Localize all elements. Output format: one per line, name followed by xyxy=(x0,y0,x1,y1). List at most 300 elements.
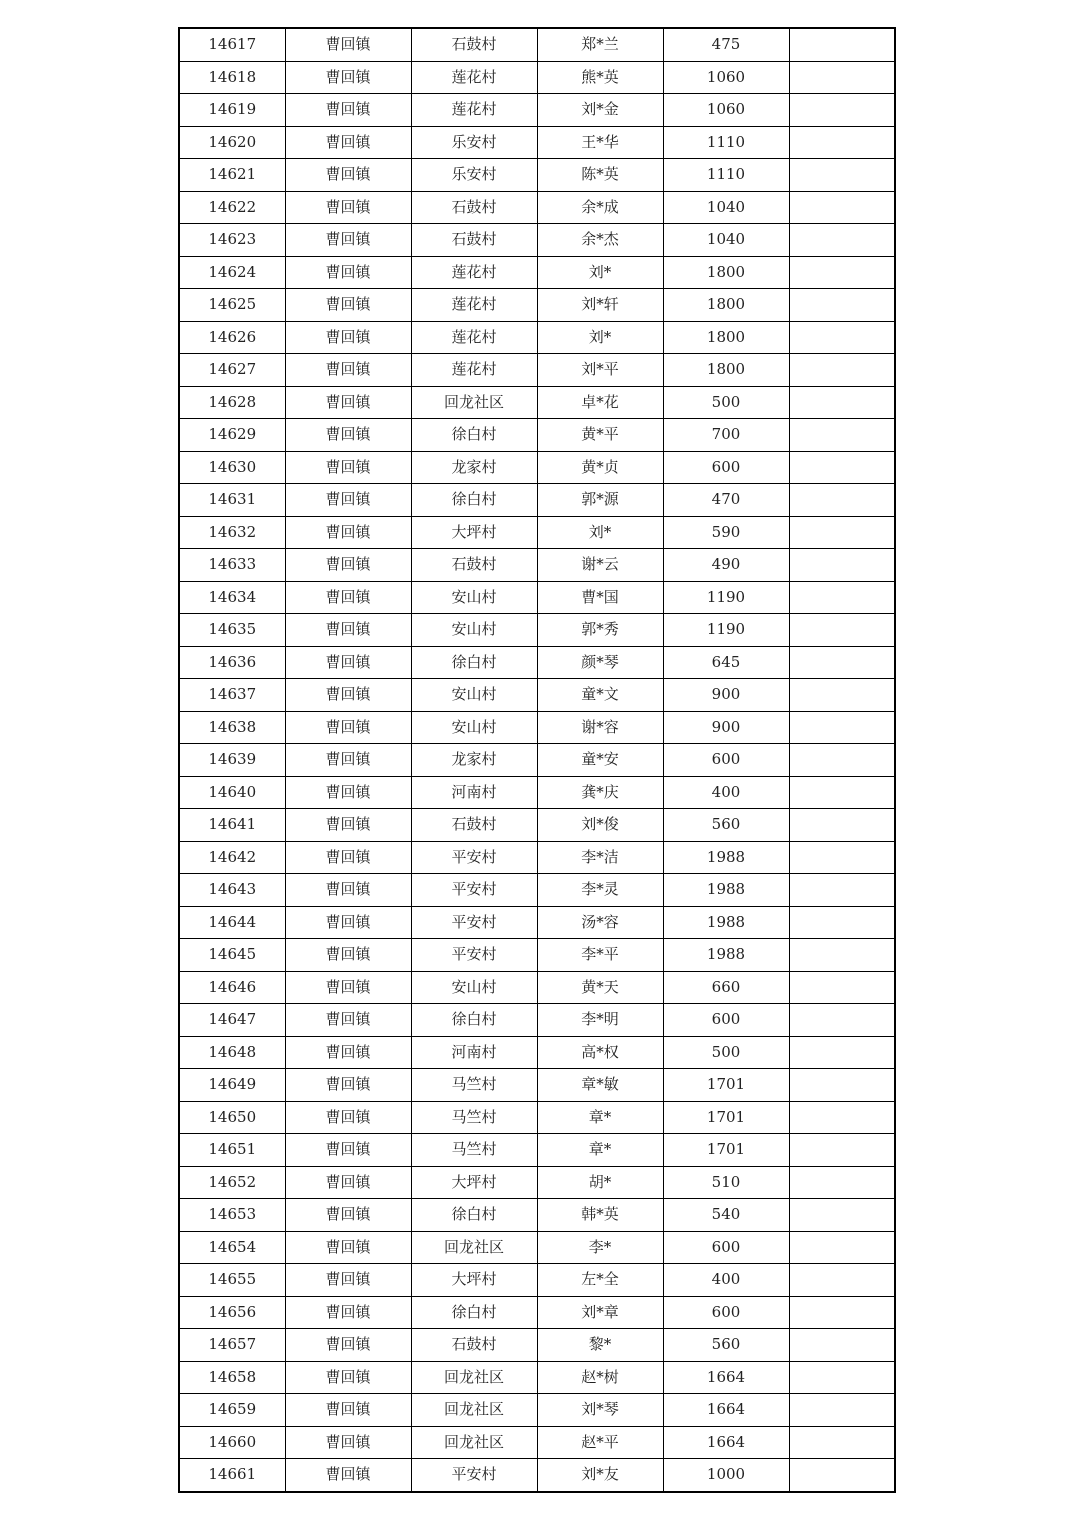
note-cell xyxy=(789,1101,895,1134)
town-cell: 曹回镇 xyxy=(285,1101,411,1134)
amount-cell: 1800 xyxy=(663,289,789,322)
village-cell: 平安村 xyxy=(411,939,537,972)
name-cell: 余*杰 xyxy=(537,224,663,257)
name-cell: 章* xyxy=(537,1101,663,1134)
note-cell xyxy=(789,906,895,939)
name-cell: 李*平 xyxy=(537,939,663,972)
town-cell: 曹回镇 xyxy=(285,1036,411,1069)
town-cell: 曹回镇 xyxy=(285,874,411,907)
table-row xyxy=(179,1231,895,1264)
record-id-cell: 14640 xyxy=(179,776,285,809)
table-row xyxy=(179,451,895,484)
town-cell: 曹回镇 xyxy=(285,1231,411,1264)
name-cell: 郭*秀 xyxy=(537,614,663,647)
village-cell: 马竺村 xyxy=(411,1134,537,1167)
name-cell: 熊*英 xyxy=(537,61,663,94)
name-cell: 刘*轩 xyxy=(537,289,663,322)
village-cell: 石鼓村 xyxy=(411,191,537,224)
table-row xyxy=(179,516,895,549)
note-cell xyxy=(789,971,895,1004)
record-id-cell: 14637 xyxy=(179,679,285,712)
amount-cell: 1110 xyxy=(663,159,789,192)
record-id-cell: 14649 xyxy=(179,1069,285,1102)
amount-cell: 500 xyxy=(663,1036,789,1069)
record-id-cell: 14635 xyxy=(179,614,285,647)
amount-cell: 1060 xyxy=(663,61,789,94)
amount-cell: 500 xyxy=(663,386,789,419)
town-cell: 曹回镇 xyxy=(285,711,411,744)
name-cell: 李* xyxy=(537,1231,663,1264)
town-cell: 曹回镇 xyxy=(285,61,411,94)
amount-cell: 560 xyxy=(663,809,789,842)
town-cell: 曹回镇 xyxy=(285,1329,411,1362)
village-cell: 平安村 xyxy=(411,906,537,939)
record-id-cell: 14622 xyxy=(179,191,285,224)
amount-cell: 590 xyxy=(663,516,789,549)
table-row xyxy=(179,874,895,907)
village-cell: 回龙社区 xyxy=(411,1231,537,1264)
amount-cell: 1988 xyxy=(663,939,789,972)
town-cell: 曹回镇 xyxy=(285,1296,411,1329)
amount-cell: 1664 xyxy=(663,1394,789,1427)
name-cell: 曹*国 xyxy=(537,581,663,614)
name-cell: 童*文 xyxy=(537,679,663,712)
table-row xyxy=(179,484,895,517)
amount-cell: 400 xyxy=(663,776,789,809)
record-id-cell: 14632 xyxy=(179,516,285,549)
town-cell: 曹回镇 xyxy=(285,354,411,387)
note-cell xyxy=(789,614,895,647)
village-cell: 回龙社区 xyxy=(411,1426,537,1459)
name-cell: 刘* xyxy=(537,516,663,549)
village-cell: 平安村 xyxy=(411,874,537,907)
name-cell: 童*安 xyxy=(537,744,663,777)
name-cell: 汤*容 xyxy=(537,906,663,939)
note-cell xyxy=(789,516,895,549)
record-id-cell: 14642 xyxy=(179,841,285,874)
village-cell: 徐白村 xyxy=(411,1199,537,1232)
town-cell: 曹回镇 xyxy=(285,451,411,484)
village-cell: 安山村 xyxy=(411,679,537,712)
note-cell xyxy=(789,61,895,94)
table-row xyxy=(179,289,895,322)
village-cell: 大坪村 xyxy=(411,1264,537,1297)
town-cell: 曹回镇 xyxy=(285,1426,411,1459)
record-id-cell: 14653 xyxy=(179,1199,285,1232)
record-id-cell: 14625 xyxy=(179,289,285,322)
village-cell: 回龙社区 xyxy=(411,386,537,419)
amount-cell: 1190 xyxy=(663,581,789,614)
record-id-cell: 14650 xyxy=(179,1101,285,1134)
amount-cell: 510 xyxy=(663,1166,789,1199)
village-cell: 马竺村 xyxy=(411,1069,537,1102)
name-cell: 高*权 xyxy=(537,1036,663,1069)
name-cell: 刘*友 xyxy=(537,1459,663,1492)
note-cell xyxy=(789,289,895,322)
table-row xyxy=(179,1069,895,1102)
town-cell: 曹回镇 xyxy=(285,1004,411,1037)
table-row xyxy=(179,256,895,289)
village-cell: 莲花村 xyxy=(411,94,537,127)
village-cell: 石鼓村 xyxy=(411,28,537,61)
name-cell: 章* xyxy=(537,1134,663,1167)
record-id-cell: 14634 xyxy=(179,581,285,614)
town-cell: 曹回镇 xyxy=(285,28,411,61)
village-cell: 石鼓村 xyxy=(411,224,537,257)
table-row xyxy=(179,1459,895,1492)
village-cell: 龙家村 xyxy=(411,451,537,484)
town-cell: 曹回镇 xyxy=(285,841,411,874)
village-cell: 石鼓村 xyxy=(411,809,537,842)
village-cell: 徐白村 xyxy=(411,419,537,452)
town-cell: 曹回镇 xyxy=(285,1166,411,1199)
village-cell: 河南村 xyxy=(411,1036,537,1069)
record-id-cell: 14620 xyxy=(179,126,285,159)
name-cell: 刘* xyxy=(537,321,663,354)
town-cell: 曹回镇 xyxy=(285,516,411,549)
village-cell: 回龙社区 xyxy=(411,1361,537,1394)
name-cell: 韩*英 xyxy=(537,1199,663,1232)
town-cell: 曹回镇 xyxy=(285,679,411,712)
amount-cell: 1988 xyxy=(663,841,789,874)
amount-cell: 645 xyxy=(663,646,789,679)
name-cell: 王*华 xyxy=(537,126,663,159)
note-cell xyxy=(789,874,895,907)
name-cell: 胡* xyxy=(537,1166,663,1199)
record-id-cell: 14655 xyxy=(179,1264,285,1297)
note-cell xyxy=(789,451,895,484)
town-cell: 曹回镇 xyxy=(285,744,411,777)
name-cell: 黎* xyxy=(537,1329,663,1362)
town-cell: 曹回镇 xyxy=(285,776,411,809)
note-cell xyxy=(789,1199,895,1232)
note-cell xyxy=(789,386,895,419)
record-id-cell: 14648 xyxy=(179,1036,285,1069)
amount-cell: 1190 xyxy=(663,614,789,647)
name-cell: 刘*琴 xyxy=(537,1394,663,1427)
village-cell: 回龙社区 xyxy=(411,1394,537,1427)
village-cell: 安山村 xyxy=(411,614,537,647)
record-id-cell: 14659 xyxy=(179,1394,285,1427)
amount-cell: 560 xyxy=(663,1329,789,1362)
note-cell xyxy=(789,256,895,289)
amount-cell: 400 xyxy=(663,1264,789,1297)
village-cell: 莲花村 xyxy=(411,289,537,322)
note-cell xyxy=(789,776,895,809)
record-id-cell: 14647 xyxy=(179,1004,285,1037)
note-cell xyxy=(789,1361,895,1394)
village-cell: 莲花村 xyxy=(411,354,537,387)
table-row xyxy=(179,126,895,159)
record-id-cell: 14645 xyxy=(179,939,285,972)
note-cell xyxy=(789,1004,895,1037)
note-cell xyxy=(789,1394,895,1427)
table-row xyxy=(179,809,895,842)
table-row xyxy=(179,1361,895,1394)
amount-cell: 600 xyxy=(663,1231,789,1264)
amount-cell: 600 xyxy=(663,1004,789,1037)
amount-cell: 1040 xyxy=(663,224,789,257)
note-cell xyxy=(789,191,895,224)
table-row xyxy=(179,1134,895,1167)
record-id-cell: 14658 xyxy=(179,1361,285,1394)
table-row xyxy=(179,419,895,452)
town-cell: 曹回镇 xyxy=(285,1264,411,1297)
amount-cell: 900 xyxy=(663,679,789,712)
village-cell: 莲花村 xyxy=(411,61,537,94)
name-cell: 李*灵 xyxy=(537,874,663,907)
name-cell: 颜*琴 xyxy=(537,646,663,679)
record-id-cell: 14657 xyxy=(179,1329,285,1362)
amount-cell: 490 xyxy=(663,549,789,582)
table-row xyxy=(179,711,895,744)
record-id-cell: 14617 xyxy=(179,28,285,61)
note-cell xyxy=(789,1036,895,1069)
town-cell: 曹回镇 xyxy=(285,809,411,842)
note-cell xyxy=(789,1426,895,1459)
table-row xyxy=(179,354,895,387)
name-cell: 卓*花 xyxy=(537,386,663,419)
table-row xyxy=(179,776,895,809)
record-id-cell: 14638 xyxy=(179,711,285,744)
record-id-cell: 14646 xyxy=(179,971,285,1004)
table-row xyxy=(179,1329,895,1362)
note-cell xyxy=(789,939,895,972)
town-cell: 曹回镇 xyxy=(285,126,411,159)
name-cell: 黄*平 xyxy=(537,419,663,452)
name-cell: 黄*贞 xyxy=(537,451,663,484)
village-cell: 石鼓村 xyxy=(411,1329,537,1362)
record-id-cell: 14624 xyxy=(179,256,285,289)
table-row xyxy=(179,549,895,582)
town-cell: 曹回镇 xyxy=(285,159,411,192)
town-cell: 曹回镇 xyxy=(285,906,411,939)
record-id-cell: 14644 xyxy=(179,906,285,939)
town-cell: 曹回镇 xyxy=(285,289,411,322)
table-row xyxy=(179,1036,895,1069)
amount-cell: 1701 xyxy=(663,1101,789,1134)
note-cell xyxy=(789,1329,895,1362)
amount-cell: 1060 xyxy=(663,94,789,127)
town-cell: 曹回镇 xyxy=(285,581,411,614)
village-cell: 乐安村 xyxy=(411,126,537,159)
village-cell: 徐白村 xyxy=(411,1004,537,1037)
record-id-cell: 14627 xyxy=(179,354,285,387)
amount-cell: 600 xyxy=(663,744,789,777)
amount-cell: 660 xyxy=(663,971,789,1004)
table-row xyxy=(179,1394,895,1427)
village-cell: 乐安村 xyxy=(411,159,537,192)
name-cell: 黄*天 xyxy=(537,971,663,1004)
record-id-cell: 14623 xyxy=(179,224,285,257)
town-cell: 曹回镇 xyxy=(285,1459,411,1492)
note-cell xyxy=(789,224,895,257)
village-cell: 徐白村 xyxy=(411,484,537,517)
note-cell xyxy=(789,321,895,354)
amount-cell: 1988 xyxy=(663,906,789,939)
name-cell: 谢*云 xyxy=(537,549,663,582)
name-cell: 左*全 xyxy=(537,1264,663,1297)
town-cell: 曹回镇 xyxy=(285,614,411,647)
note-cell xyxy=(789,841,895,874)
name-cell: 刘*章 xyxy=(537,1296,663,1329)
village-cell: 大坪村 xyxy=(411,1166,537,1199)
amount-cell: 1701 xyxy=(663,1134,789,1167)
name-cell: 章*敏 xyxy=(537,1069,663,1102)
name-cell: 赵*平 xyxy=(537,1426,663,1459)
table-row xyxy=(179,386,895,419)
note-cell xyxy=(789,809,895,842)
note-cell xyxy=(789,679,895,712)
note-cell xyxy=(789,1166,895,1199)
table-row xyxy=(179,581,895,614)
name-cell: 谢*容 xyxy=(537,711,663,744)
note-cell xyxy=(789,1264,895,1297)
note-cell xyxy=(789,354,895,387)
record-id-cell: 14656 xyxy=(179,1296,285,1329)
table-row xyxy=(179,28,895,61)
note-cell xyxy=(789,711,895,744)
record-id-cell: 14629 xyxy=(179,419,285,452)
town-cell: 曹回镇 xyxy=(285,646,411,679)
name-cell: 余*成 xyxy=(537,191,663,224)
amount-cell: 540 xyxy=(663,1199,789,1232)
records-table xyxy=(178,27,896,1493)
amount-cell: 1800 xyxy=(663,256,789,289)
record-id-cell: 14661 xyxy=(179,1459,285,1492)
town-cell: 曹回镇 xyxy=(285,1199,411,1232)
amount-cell: 1664 xyxy=(663,1426,789,1459)
note-cell xyxy=(789,126,895,159)
town-cell: 曹回镇 xyxy=(285,971,411,1004)
amount-cell: 470 xyxy=(663,484,789,517)
village-cell: 马竺村 xyxy=(411,1101,537,1134)
table-row xyxy=(179,321,895,354)
amount-cell: 1800 xyxy=(663,321,789,354)
village-cell: 大坪村 xyxy=(411,516,537,549)
record-id-cell: 14633 xyxy=(179,549,285,582)
table-row xyxy=(179,679,895,712)
village-cell: 安山村 xyxy=(411,971,537,1004)
amount-cell: 600 xyxy=(663,1296,789,1329)
record-id-cell: 14636 xyxy=(179,646,285,679)
town-cell: 曹回镇 xyxy=(285,1069,411,1102)
amount-cell: 1000 xyxy=(663,1459,789,1492)
table-row xyxy=(179,1264,895,1297)
town-cell: 曹回镇 xyxy=(285,1134,411,1167)
town-cell: 曹回镇 xyxy=(285,549,411,582)
note-cell xyxy=(789,1069,895,1102)
town-cell: 曹回镇 xyxy=(285,94,411,127)
table-row xyxy=(179,159,895,192)
records-table-body xyxy=(179,28,895,1492)
town-cell: 曹回镇 xyxy=(285,1361,411,1394)
note-cell xyxy=(789,159,895,192)
record-id-cell: 14660 xyxy=(179,1426,285,1459)
note-cell xyxy=(789,581,895,614)
village-cell: 徐白村 xyxy=(411,1296,537,1329)
table-row xyxy=(179,744,895,777)
table-row xyxy=(179,61,895,94)
town-cell: 曹回镇 xyxy=(285,939,411,972)
amount-cell: 1664 xyxy=(663,1361,789,1394)
record-id-cell: 14630 xyxy=(179,451,285,484)
name-cell: 郑*兰 xyxy=(537,28,663,61)
table-row xyxy=(179,94,895,127)
town-cell: 曹回镇 xyxy=(285,321,411,354)
village-cell: 河南村 xyxy=(411,776,537,809)
town-cell: 曹回镇 xyxy=(285,1394,411,1427)
village-cell: 石鼓村 xyxy=(411,549,537,582)
record-id-cell: 14619 xyxy=(179,94,285,127)
record-id-cell: 14628 xyxy=(179,386,285,419)
note-cell xyxy=(789,484,895,517)
record-id-cell: 14631 xyxy=(179,484,285,517)
town-cell: 曹回镇 xyxy=(285,419,411,452)
name-cell: 刘*金 xyxy=(537,94,663,127)
note-cell xyxy=(789,744,895,777)
village-cell: 莲花村 xyxy=(411,256,537,289)
record-id-cell: 14651 xyxy=(179,1134,285,1167)
table-row xyxy=(179,1426,895,1459)
name-cell: 刘*平 xyxy=(537,354,663,387)
note-cell xyxy=(789,549,895,582)
table-row xyxy=(179,1296,895,1329)
town-cell: 曹回镇 xyxy=(285,484,411,517)
village-cell: 安山村 xyxy=(411,581,537,614)
town-cell: 曹回镇 xyxy=(285,256,411,289)
note-cell xyxy=(789,419,895,452)
table-row xyxy=(179,1004,895,1037)
note-cell xyxy=(789,646,895,679)
note-cell xyxy=(789,28,895,61)
amount-cell: 475 xyxy=(663,28,789,61)
name-cell: 李*明 xyxy=(537,1004,663,1037)
table-row xyxy=(179,191,895,224)
record-id-cell: 14621 xyxy=(179,159,285,192)
table-row xyxy=(179,1199,895,1232)
name-cell: 赵*树 xyxy=(537,1361,663,1394)
village-cell: 安山村 xyxy=(411,711,537,744)
record-id-cell: 14643 xyxy=(179,874,285,907)
name-cell: 刘* xyxy=(537,256,663,289)
village-cell: 平安村 xyxy=(411,1459,537,1492)
table-row xyxy=(179,614,895,647)
town-cell: 曹回镇 xyxy=(285,191,411,224)
name-cell: 李*洁 xyxy=(537,841,663,874)
record-id-cell: 14652 xyxy=(179,1166,285,1199)
record-id-cell: 14654 xyxy=(179,1231,285,1264)
record-id-cell: 14639 xyxy=(179,744,285,777)
village-cell: 徐白村 xyxy=(411,646,537,679)
table-row xyxy=(179,646,895,679)
amount-cell: 1040 xyxy=(663,191,789,224)
village-cell: 龙家村 xyxy=(411,744,537,777)
amount-cell: 700 xyxy=(663,419,789,452)
village-cell: 平安村 xyxy=(411,841,537,874)
amount-cell: 1800 xyxy=(663,354,789,387)
table-row xyxy=(179,224,895,257)
amount-cell: 1110 xyxy=(663,126,789,159)
amount-cell: 1701 xyxy=(663,1069,789,1102)
name-cell: 郭*源 xyxy=(537,484,663,517)
amount-cell: 900 xyxy=(663,711,789,744)
table-row xyxy=(179,939,895,972)
name-cell: 龚*庆 xyxy=(537,776,663,809)
name-cell: 刘*俊 xyxy=(537,809,663,842)
table-row xyxy=(179,971,895,1004)
table-row xyxy=(179,1166,895,1199)
